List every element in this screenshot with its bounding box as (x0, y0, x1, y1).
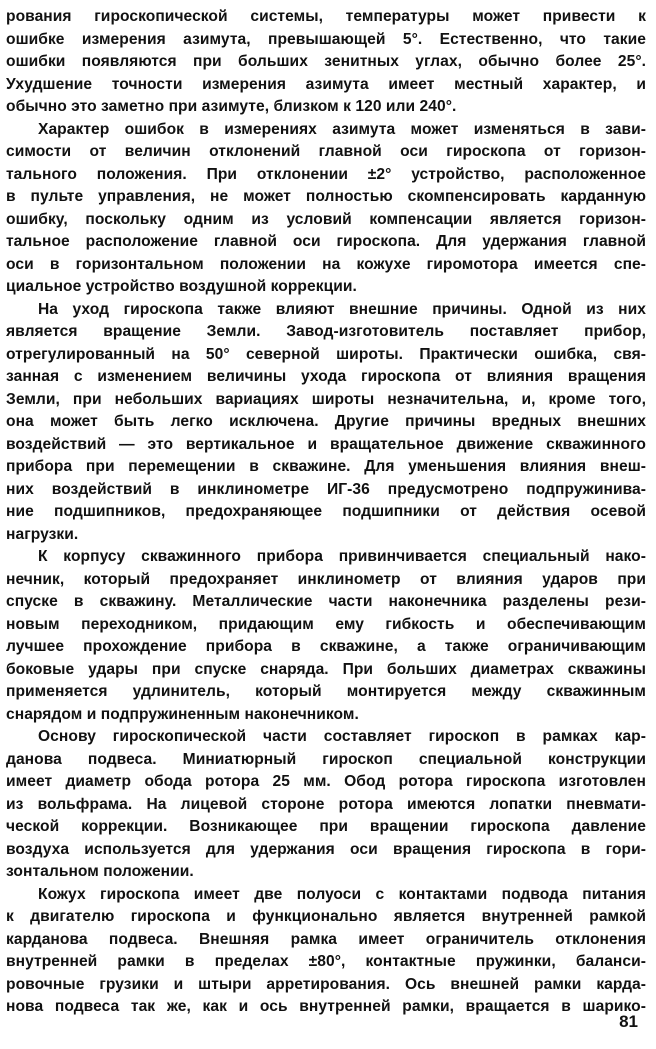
text-line: из вольфрама. На лицевой стороне ротора имеются лопатки пневмати- (6, 795, 646, 813)
text-line: зонтальном положении. (6, 863, 194, 880)
text-line: Основу гироскопической части составляет гироскоп в рамках кар- (38, 728, 646, 745)
text-line: тального положения. При отклонении ±2° устройство, расположенное (6, 165, 646, 183)
paragraph-5 (6, 726, 646, 884)
text-line: Характер ошибок в измерениях азимута может изменяться в зави- (38, 120, 646, 138)
text-line: воздействий — это вертикальное и вращательное движение скважинного (6, 435, 646, 453)
text-line: нагрузки. (6, 525, 79, 543)
paragraph-3 (6, 299, 646, 547)
text-line: применяется удлинитель, который монтируется между скважинным (6, 683, 646, 700)
text-line: ошибку, поскольку одним из условий компенсации является горизон- (6, 210, 646, 228)
text-line: тальное расположение главной оси гироскопа. Для удержания главной (6, 233, 646, 250)
text-line: данова подвеса. Миниатюрный гироскоп специальной конструкции (6, 750, 646, 768)
paragraph-1 (6, 6, 646, 119)
text-line: новым переходником, придающим ему гибкость и обеспечивающим (6, 615, 646, 633)
text-line: На уход гироскопа также влияют внешние причины. Одной из них (38, 300, 646, 318)
text-line: боковые удары при спуске снаряда. При больших диаметрах скважины (6, 660, 646, 678)
text-line: снарядом и подпружиненным наконечником. (6, 705, 359, 723)
text-line: обычно это заметно при азимуте, близком к 120 или 240°. (6, 98, 457, 115)
text-line: ние подшипников, предохраняющее подшипники от действия осевой (6, 503, 646, 520)
text-line: ровочные грузики и штыри арретирования. Ось внешней рамки карда- (6, 975, 646, 993)
text-line: ческой коррекции. Возникающее при вращении гироскопа давление (6, 818, 646, 835)
text-line: отрегулированный на 50° северной широты. Практически ошибка, свя- (6, 345, 646, 363)
page-number: 81 (619, 1012, 638, 1031)
text-line: К корпусу скважинного прибора привинчивается специальный нако- (38, 548, 646, 565)
text-line: является вращение Земли. Завод-изготовитель поставляет прибор, (6, 323, 646, 340)
text-line: нова подвеса так же, как и ось внутренней рамки, вращается в шарико- (6, 998, 646, 1015)
text-line: занная с изменением величины ухода гироскопа от влияния вращения (6, 368, 646, 385)
text-line: циальное устройство воздушной коррекции. (6, 278, 357, 295)
text-line: к двигателю гироскопа и функционально является внутренней рамкой (6, 908, 646, 925)
text-line: карданова подвеса. Внешняя рамка имеет ограничитель отклонения (6, 930, 646, 948)
text-line: имеет диаметр обода ротора 25 мм. Обод ротора гироскопа изготовлен (6, 773, 646, 790)
text-line: ошибки появляются при больших зенитных углах, обычно более 25°. (6, 53, 646, 70)
text-line: Ухудшение точности измерения азимута имеет местный характер, и (6, 75, 646, 93)
text-line: прибора при перемещении в скважине. Для уменьшения влияния внеш- (6, 458, 646, 475)
text-line: Земли, при небольших вариациях широты незначительна, и, кроме того, (6, 390, 646, 408)
text-line: в пульте управления, не может полностью скомпенсировать карданную (6, 188, 646, 205)
paragraph-6 (6, 884, 646, 1019)
text-line: лучшее прохождение прибора в скважине, а также ограничивающим (6, 638, 646, 655)
text-line: нечник, который предохраняет инклинометр от влияния ударов при (6, 570, 646, 588)
text-line: она может быть легко исключена. Другие причины вредных внешних (6, 413, 646, 430)
text-line: них воздействий в инклинометре ИГ-36 предусмотрено подпружинива- (6, 480, 646, 498)
paragraph-2 (6, 119, 646, 299)
paragraph-4 (6, 546, 646, 726)
text-line: оси в горизонтальном положении на кожухе гиромотора имеется спе- (6, 255, 646, 273)
text-line: воздуха используется для удержания оси вращения гироскопа в гори- (6, 840, 646, 858)
text-line: ошибке измерения азимута, превышающей 5°. Естественно, что такие (6, 30, 646, 48)
text-line: спуске в скважину. Металлические части наконечника разделены рези- (6, 593, 646, 610)
text-line: Кожух гироскопа имеет две полуоси с контактами подвода питания (38, 885, 646, 903)
text-line: внутренней рамки в пределах ±80°, контактные пружинки, баланси- (6, 953, 646, 970)
text-line: симости от величин отклонений главной оси гироскопа от горизон- (6, 143, 646, 160)
page-body (6, 6, 646, 1019)
text-line: рования гироскопической системы, температуры может привести к (6, 8, 646, 25)
